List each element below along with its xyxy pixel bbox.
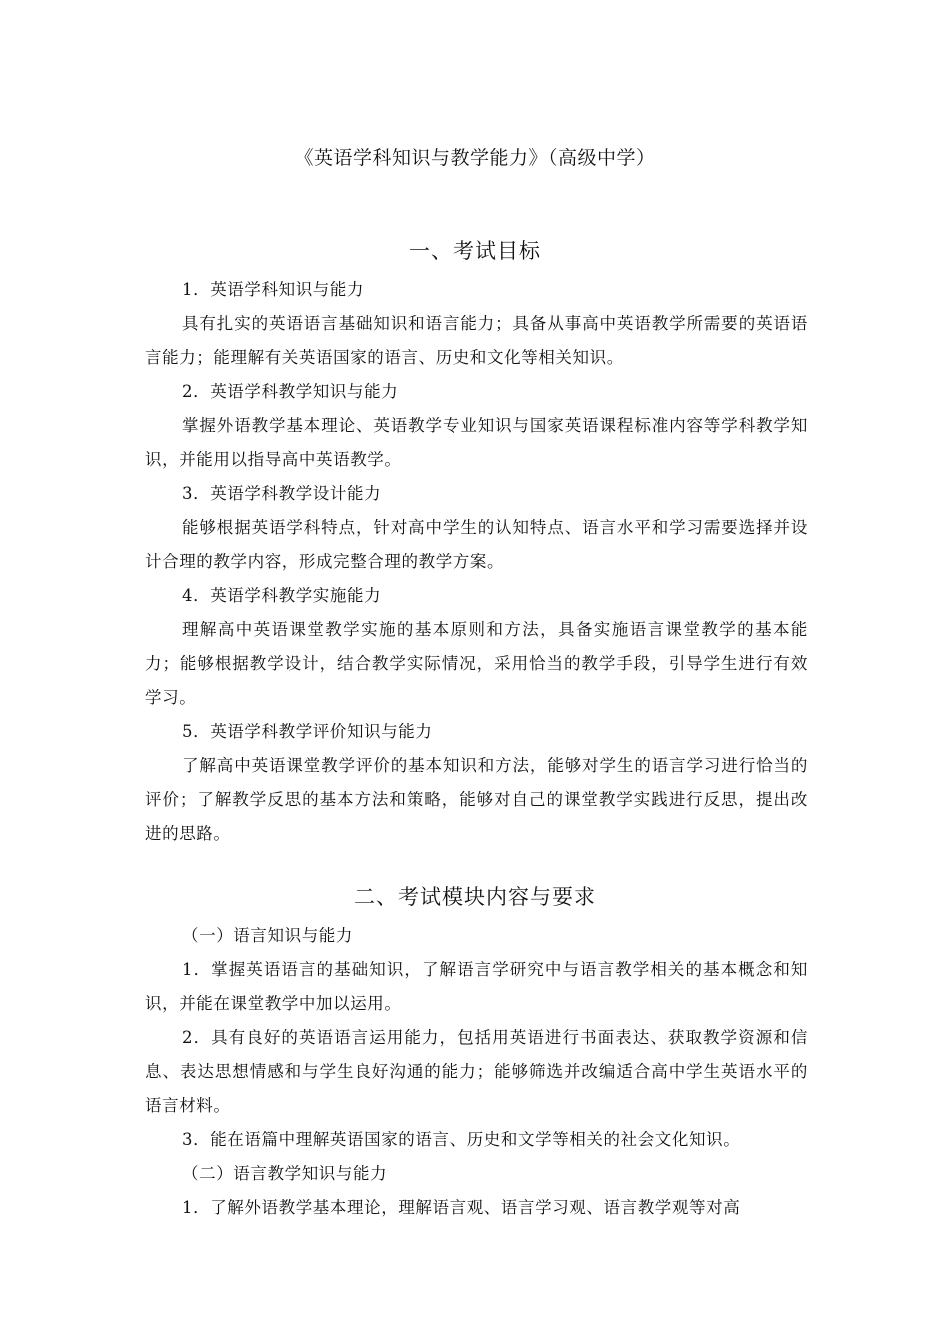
module-part-1-label: （一）语言知识与能力 <box>182 926 353 945</box>
objective-2-text: 掌握外语教学基本理论、英语教学专业知识与国家英语课程标准内容等学科教学知识，并能用以指导高中英语教学。 <box>145 416 808 469</box>
objective-1-label: 1．英语学科知识与能力 <box>182 280 365 299</box>
section-modules-body <box>145 919 808 1225</box>
module-part-1-item-3: 3．能在语篇中理解英语国家的语言、历史和文学等相关的社会文化知识。 <box>182 1130 741 1149</box>
section-exam-objectives-body <box>145 273 808 851</box>
module-part-1-item-2: 2．具有良好的英语语言运用能力，包括用英语进行书面表达、获取教学资源和信息、表达思想情感和与学生良好沟通的能力；能够筛选并改编适合高中学生英语水平的语言材料。 <box>145 1028 808 1115</box>
module-part-2-label: （二）语言教学知识与能力 <box>182 1164 388 1183</box>
objective-5-text: 了解高中英语课堂教学评价的基本知识和方法，能够对学生的语言学习进行恰当的评价；了解教学反思的基本方法和策略，能够对自己的课堂教学实践进行反思，提出改进的思路。 <box>145 756 808 843</box>
objective-4-text: 理解高中英语课堂教学实施的基本原则和方法，具备实施语言课堂教学的基本能力；能够根据教学设计，结合教学实际情况，采用恰当的教学手段，引导学生进行有效学习。 <box>145 620 808 707</box>
objective-3-text: 能够根据英语学科特点，针对高中学生的认知特点、语言水平和学习需要选择并设计合理的教学内容，形成完整合理的教学方案。 <box>145 518 808 571</box>
objective-1-text: 具有扎实的英语语言基础知识和语言能力；具备从事高中英语教学所需要的英语语言能力；能理解有关英语国家的语言、历史和文化等相关知识。 <box>145 314 808 367</box>
document-title: 《英语学科知识与教学能力》（高级中学） <box>294 147 656 169</box>
objective-3-label: 3．英语学科教学设计能力 <box>182 484 382 503</box>
module-part-1-item-1: 1．掌握英语语言的基础知识，了解语言学研究中与语言教学相关的基本概念和知识，并能在课堂教学中加以运用。 <box>145 960 808 1013</box>
section-heading-exam-objectives: 一、考试目标 <box>409 239 541 263</box>
objective-5-label: 5．英语学科教学评价知识与能力 <box>182 722 433 741</box>
objective-2-label: 2．英语学科教学知识与能力 <box>182 382 399 401</box>
section-heading-modules: 二、考试模块内容与要求 <box>354 885 596 909</box>
module-part-2-item-1: 1．了解外语教学基本理论，理解语言观、语言学习观、语言教学观等对高 <box>182 1198 741 1217</box>
objective-4-label: 4．英语学科教学实施能力 <box>182 586 382 605</box>
